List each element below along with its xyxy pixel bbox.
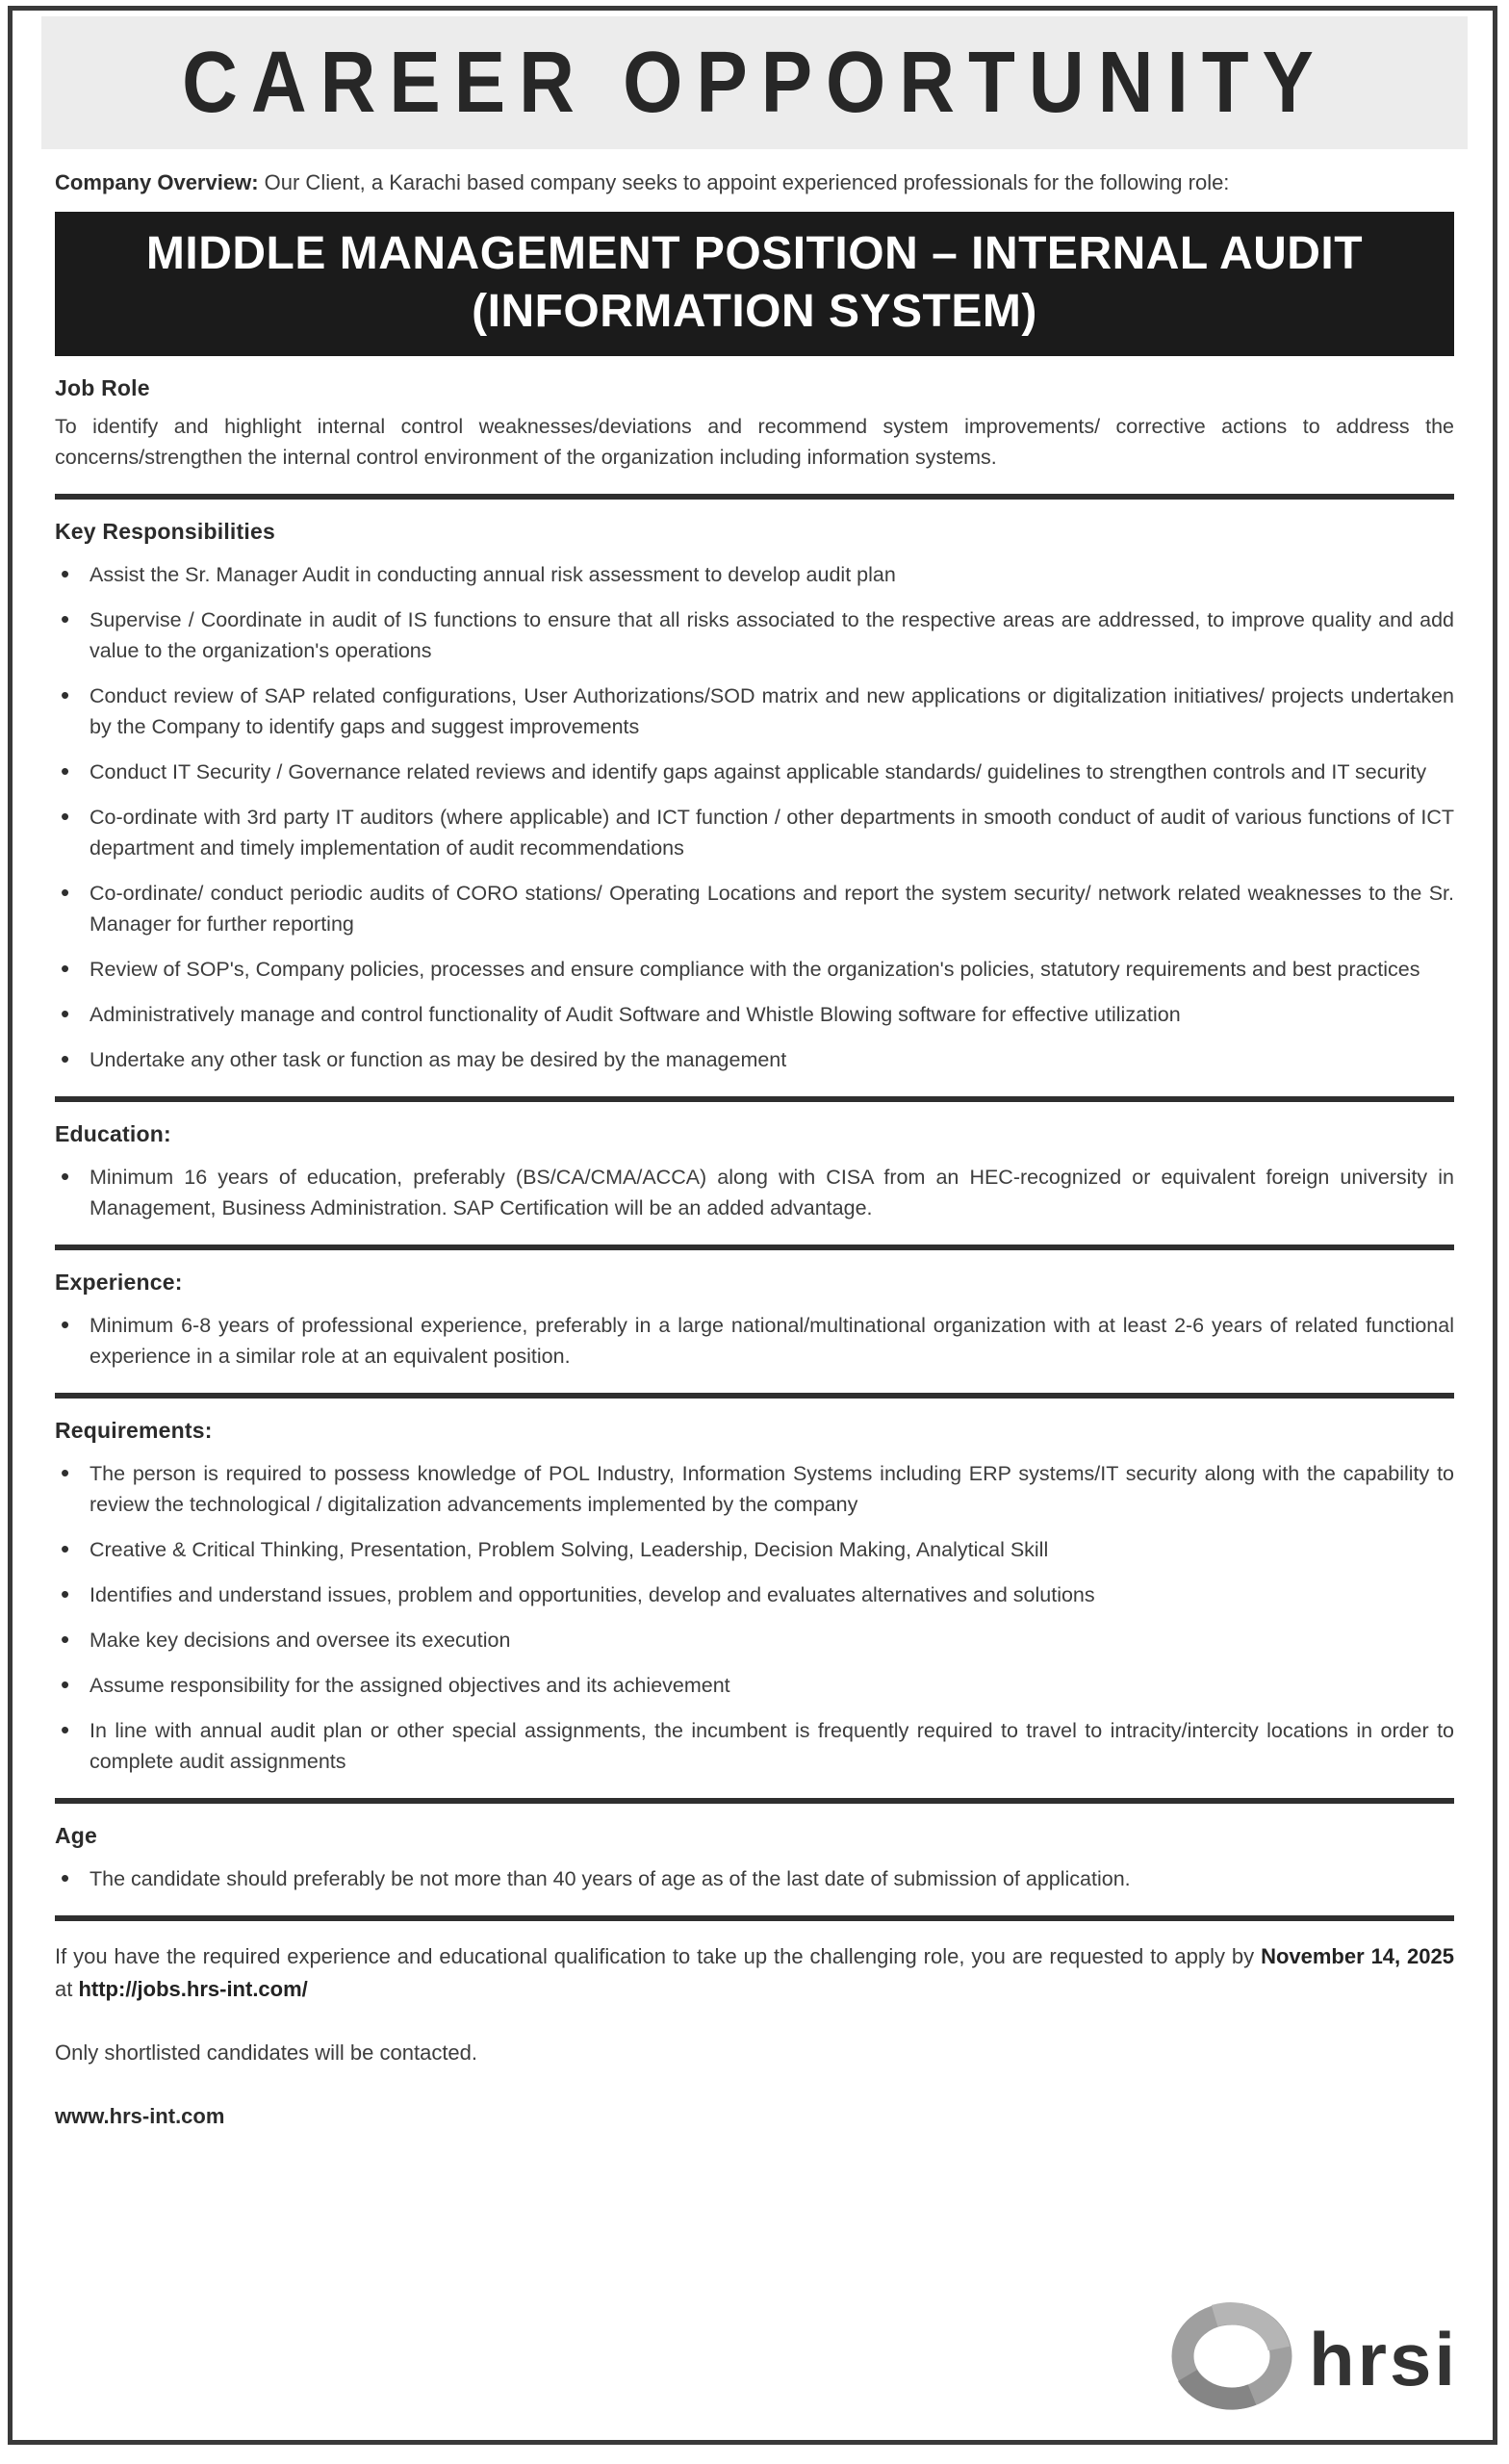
list-item: • The person is required to possess knowledge of POL Industry, Information Systems including ERP systems/IT security along with the capability to review the technological / digitalization advancements implemented by the company [55,1458,1454,1520]
company-overview-label: Company Overview: [55,170,259,194]
apply-text: If you have the required experience and educational qualification to take up the challenging role, you are requested to apply by [55,1944,1262,1968]
list-item: • In line with annual audit plan or other special assignments, the incumbent is frequently required to travel to intracity/intercity locations in order to complete audit assignments [55,1715,1454,1777]
apply-instructions [55,1940,1454,2006]
list-item: • Supervise / Coordinate in audit of IS functions to ensure that all risks associated to the respective areas are addressed, to improve quality and add value to the organization's operations [55,604,1454,666]
list-item: • Identifies and understand issues, problem and opportunities, develop and evaluates alternatives and solutions [55,1579,1454,1610]
education-heading: Education: [55,1121,171,1146]
list-item: • Make key decisions and oversee its execution [55,1625,1454,1656]
list-item: • Co-ordinate/ conduct periodic audits of CORO stations/ Operating Locations and report the system security/ network related weaknesses to the Sr. Manager for further reporting [55,878,1454,939]
list-item: • Administratively manage and control functionality of Audit Software and Whistle Blowing software for effective utilization [55,999,1454,1030]
list-item: • The candidate should preferably be not more than 40 years of age as of the last date of submission of application. [55,1863,1454,1894]
shortlist-note: Only shortlisted candidates will be contacted. [55,2040,478,2065]
list-item: • Assist the Sr. Manager Audit in conducting annual risk assessment to develop audit plan [55,559,1454,590]
apply-url: http://jobs.hrs-int.com/ [78,1977,308,2001]
divider-rule [55,1798,1454,1804]
job-role-text: To identify and highlight internal control weaknesses/deviations and recommend system improvements/ corrective actions to address the concerns/strengthen the internal control environment of the organization including information systems. [55,415,1454,469]
apply-text-mid: at [55,1977,79,2001]
position-banner [55,212,1454,356]
experience-heading: Experience: [55,1270,183,1295]
job-role-heading: Job Role [55,375,150,400]
key-responsibilities-list [55,559,1454,1075]
job-advertisement [8,6,1497,2445]
company-overview-text: Our Client, a Karachi based company seeks to appoint experienced professionals for the following role: [264,170,1230,194]
education-list [55,1162,1454,1223]
list-item: • Conduct review of SAP related configurations, User Authorizations/SOD matrix and new applications or digitalization initiatives/ projects undertaken by the Company to identify gaps and suggest improvements [55,680,1454,742]
divider-rule [55,1915,1454,1921]
hrsi-logo [1170,2302,1458,2415]
list-item: • Minimum 6-8 years of professional experience, preferably in a large national/multinational organization with at least 2-6 years of related functional experience in a similar role at an equivalent position. [55,1310,1454,1372]
page-title: CAREER OPPORTUNITY [182,34,1327,131]
key-responsibilities-heading: Key Responsibilities [55,519,275,544]
divider-rule [55,494,1454,500]
website-url: www.hrs-int.com [55,2104,225,2128]
divider-rule [55,1393,1454,1399]
age-heading: Age [55,1823,98,1848]
title-band [41,16,1468,149]
list-item: • Co-ordinate with 3rd party IT auditors (where applicable) and ICT function / other departments in smooth conduct of audit of various functions of ICT department and timely implementation of audit recommendations [55,802,1454,863]
apply-deadline: November 14, 2025 [1261,1944,1454,1968]
list-item: • Conduct IT Security / Governance related reviews and identify gaps against applicable standards/ guidelines to strengthen controls and IT security [55,757,1454,787]
list-item: • Creative & Critical Thinking, Presentation, Problem Solving, Leadership, Decision Making, Analytical Skill [55,1534,1454,1565]
experience-list [55,1310,1454,1372]
divider-rule [55,1096,1454,1102]
position-banner-line1: MIDDLE MANAGEMENT POSITION – INTERNAL AUDIT [145,228,1364,279]
list-item: • Assume responsibility for the assigned objectives and its achievement [55,1670,1454,1701]
requirements-heading: Requirements: [55,1418,213,1443]
list-item: • Review of SOP's, Company policies, processes and ensure compliance with the organization's policies, statutory requirements and best practices [55,954,1454,985]
logo-wordmark: hrsi [1308,2316,1458,2401]
list-item: • Minimum 16 years of education, preferably (BS/CA/CMA/ACCA) along with CISA from an HEC-recognized or equivalent foreign university in Management, Business Administration. SAP Certification will be an added advantage. [55,1162,1454,1223]
swirl-ring-icon [1170,2302,1293,2415]
list-item: • Undertake any other task or function as may be desired by the management [55,1044,1454,1075]
position-banner-line2: (INFORMATION SYSTEM) [472,286,1037,337]
requirements-list [55,1458,1454,1777]
age-list [55,1863,1454,1894]
company-overview [55,167,1454,198]
divider-rule [55,1245,1454,1250]
